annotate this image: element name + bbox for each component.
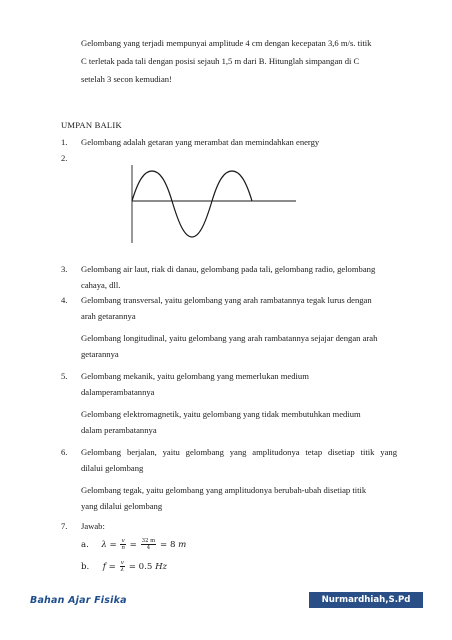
answer-a-label: a. — [81, 540, 89, 550]
intro-line-2: C terletak pada tali dengan posisi sejauh 1,5 m dari B. Hitunglah simpangan di C — [81, 56, 360, 66]
item-4-para2-line-1: Gelombang longitudinal, yaitu gelombang yang arah rambatannya sejajar dengan arah — [81, 333, 378, 343]
item-number-6: 6. — [61, 447, 68, 457]
answer-a-fraction-2-denominator: 4 — [146, 545, 151, 551]
intro-line-1: Gelombang yang terjadi mempunyai amplitude 4 cm dengan kecepatan 3,6 m/s. titik — [81, 38, 372, 48]
item-number-4: 4. — [61, 295, 68, 305]
item-6-para2-line-2: yang dilalui gelombang — [81, 501, 163, 511]
item-4-line-1: Gelombang transversal, yaitu gelombang yang arah rambatannya tegak lurus dengan — [81, 295, 372, 305]
section-heading: UMPAN BALIK — [61, 120, 122, 130]
answer-a-equation — [81, 538, 186, 551]
answer-b-f: f — [102, 562, 106, 572]
answer-b-equals-1: = — [108, 562, 116, 572]
item-3-line-1: Gelombang air laut, riak di danau, gelombang pada tali, gelombang radio, gelombang — [81, 264, 376, 274]
answer-a-unit: m — [178, 540, 187, 550]
answer-b-fraction-numerator: v — [120, 560, 124, 566]
answer-b-unit: Hz — [155, 562, 168, 572]
intro-line-3: setelah 3 secon kemudian! — [81, 74, 172, 84]
footer-author-badge: Nurmardhiah,S.Pd — [309, 592, 423, 608]
answer-a-fraction-1-denominator: n — [121, 545, 125, 551]
answer-b-fraction-denominator: λ — [120, 567, 124, 573]
item-6-line-2: dilalui gelombang — [81, 463, 144, 473]
answer-a-fraction-1-numerator: v — [121, 538, 125, 544]
answer-b-label: b. — [81, 562, 90, 572]
answer-b-result: = 0.5 — [128, 562, 153, 572]
answer-a-result: = 8 — [160, 540, 176, 550]
answer-a-fraction-2 — [141, 538, 157, 551]
item-number-1: 1. — [61, 137, 68, 147]
item-7-text: Jawab: — [81, 521, 105, 531]
item-number-5: 5. — [61, 371, 68, 381]
answer-a-equals-2: = — [129, 540, 137, 550]
sine-wave-curve — [132, 171, 252, 237]
answer-b-fraction — [120, 560, 125, 573]
item-6-line-1: Gelombang berjalan, yaitu gelombang yang amplitudonya tetap disetiap titik yang — [81, 447, 397, 457]
item-4-line-2: arah getarannya — [81, 311, 136, 321]
item-number-7: 7. — [61, 521, 68, 531]
item-1-text: Gelombang adalah getaran yang merambat dan memindahkan energy — [81, 137, 320, 147]
item-5-para2-line-2: dalam perambatannya — [81, 425, 157, 435]
item-number-2: 2. — [61, 153, 68, 163]
answer-a-fraction-1 — [120, 538, 125, 551]
item-6-para2-line-1: Gelombang tegak, yaitu gelombang yang amplitudonya berubah-ubah disetiap titik — [81, 485, 367, 495]
item-5-line-1: Gelombang mekanik, yaitu gelombang yang memerlukan medium — [81, 371, 309, 381]
item-3-line-2: cahaya, dll. — [81, 280, 121, 290]
item-5-line-2: dalamperambatannya — [81, 387, 155, 397]
answer-a-lambda: λ — [101, 540, 107, 550]
answer-a-fraction-2-numerator: 32 m — [141, 538, 156, 544]
footer-title: Bahan Ajar Fisika — [30, 595, 127, 606]
item-4-para2-line-2: getarannya — [81, 349, 119, 359]
item-5-para2-line-1: Gelombang elektromagnetik, yaitu gelombang yang tidak membutuhkan medium — [81, 409, 361, 419]
item-number-3: 3. — [61, 264, 68, 274]
answer-a-equals-1: = — [109, 540, 117, 550]
answer-b-equation — [81, 560, 167, 573]
sine-wave-diagram — [118, 163, 298, 245]
